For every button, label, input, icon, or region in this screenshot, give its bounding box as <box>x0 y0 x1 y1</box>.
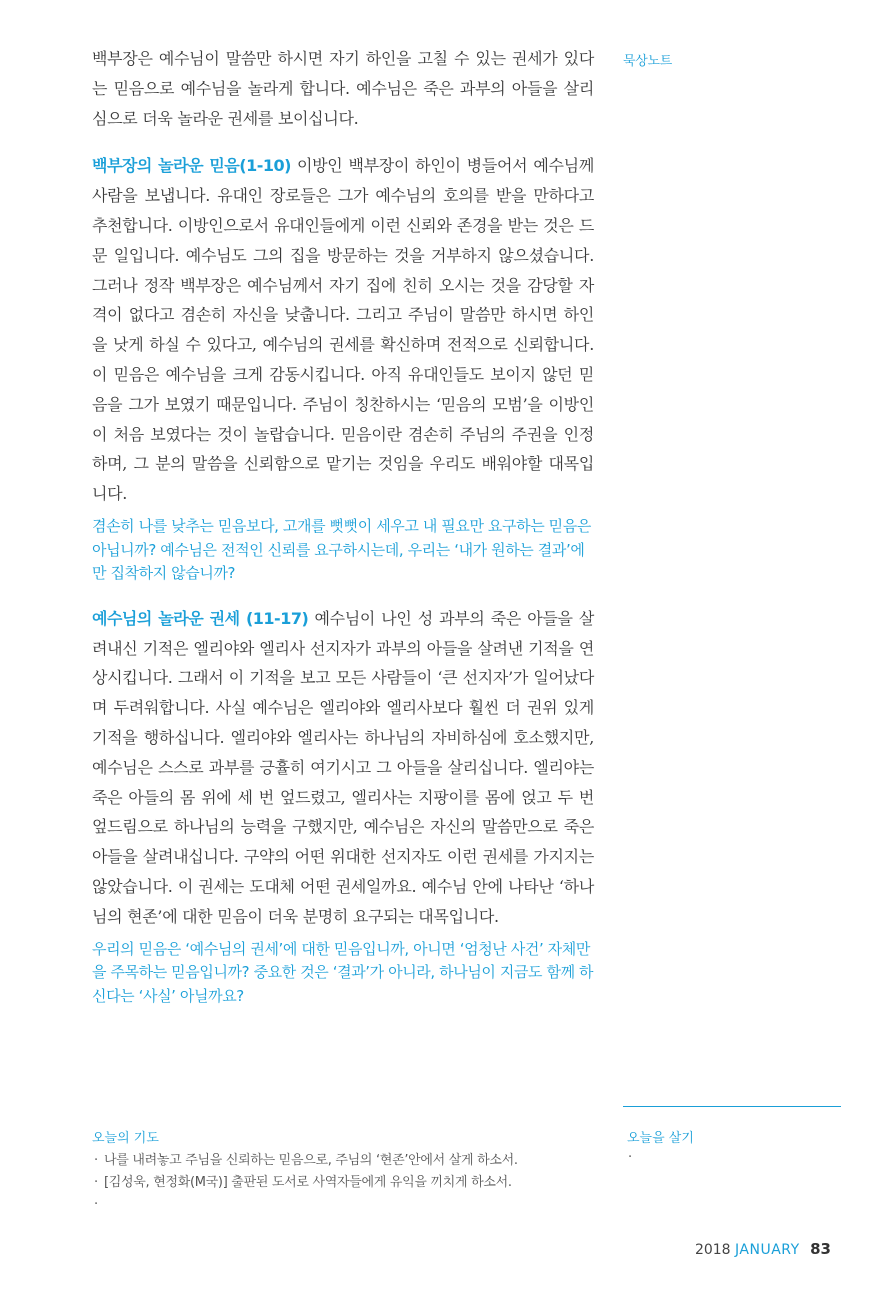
section2-reflection: 우리의 믿음은 ‘예수님의 권세’에 대한 믿음입니까, 아니면 ‘엄청난 사건’ 자체만을 주목하는 믿음입니까? 중요한 것은 ‘결과’가 아니라, 하나님이 지금도 함께 하신다는 ‘사실’ 아닐까요? <box>92 939 594 1005</box>
prayer-item-text: [김성욱, 현정화(M국)] 출판된 도서로 사역자들에게 유익을 끼치게 하소서. <box>104 1175 512 1190</box>
intro-paragraph: 백부장은 예수님이 말씀만 하시면 자기 하인을 고칠 수 있는 권세가 있다는 믿음으로 예수님을 놀라게 합니다. 예수님은 죽은 과부의 아들을 살리심으로 더욱 놀라운 권세를 보이십니다. <box>92 49 594 128</box>
page-footer <box>695 1240 831 1258</box>
section2-paragraph <box>92 604 594 932</box>
section1-paragraph <box>92 151 594 509</box>
section2-heading: 예수님의 놀라운 권세 (11-17) <box>92 608 309 628</box>
page-number: 83 <box>810 1240 831 1258</box>
footer-month: JANUARY <box>735 1242 800 1258</box>
section2-body: 예수님이 나인 성 과부의 죽은 아들을 살려내신 기적은 엘리야와 엘리사 선지자가 과부의 아들을 살려낸 기적을 연상시킵니다. 그래서 이 기적을 보고 모든 사람들이 ‘큰 선지자’가 일어났다며 두려워합니다. 사실 예수님은 엘리야와 엘리사보다 훨씬 더 권위 있게 기적을 행하십니다. 엘리야와 엘리사는 하나님의 자비하심에 호소했지만, 예수님은 스스로 과부를 긍휼히 여기시고 그 아들을 살리십니다. 엘리야는 죽은 아들의 몸 위에 세 번 엎드렸고, 엘리사는 지팡이를 몸에 얹고 두 번 엎드림으로 하나님의 능력을 구했지만, 예수님은 자신의 말씀만으로 죽은 아들을 살려내십니다. 구약의 어떤 위대한 선지자도 이런 권세를 가지지는 않았습니다. 이 권세는 도대체 어떤 권세일까요. 예수님 안에 나타난 ‘하나님의 현존’에 대한 믿음이 더욱 분명히 요구되는 대목입니다. <box>92 608 594 926</box>
prayer-item-text: 나를 내려놓고 주님을 신뢰하는 믿음으로, 주님의 ‘현존’안에서 살게 하소서. <box>104 1153 518 1168</box>
side-label-meditation-notes: 묵상노트 <box>623 54 673 69</box>
main-column <box>92 44 594 1008</box>
divider <box>623 1106 841 1107</box>
prayer-heading: 오늘의 기도 <box>92 1131 159 1146</box>
section1-heading: 백부장의 놀라운 믿음(1-10) <box>92 156 291 176</box>
live-today-heading: 오늘을 살기 <box>627 1131 694 1146</box>
prayer-list <box>92 1150 592 1216</box>
bullet-icon: · <box>94 1153 98 1168</box>
bullet-icon: · <box>94 1175 98 1190</box>
bullet-icon: · <box>628 1150 633 1165</box>
section1-reflection: 겸손히 나를 낮추는 믿음보다, 고개를 뻣뻣이 세우고 내 필요만 요구하는 믿음은 아닙니까? 예수님은 전적인 신뢰를 요구하시는데, 우리는 ‘내가 원하는 결과’에만 집착하지 않습니까? <box>92 516 591 583</box>
list-item <box>92 1194 592 1216</box>
list-item <box>92 1172 592 1194</box>
footer-year: 2018 <box>694 1242 731 1258</box>
section1-body: 이방인 백부장이 하인이 병들어서 예수님께 사람을 보냅니다. 유대인 장로들은 그가 예수님의 호의를 받을 만하다고 추천합니다. 이방인으로서 유대인들에게 이런 신뢰와 존경을 받는 것은 드문 일입니다. 예수님도 그의 집을 방문하는 것을 거부하지 않으셨습니다. 그러나 정작 백부장은 예수님께서 자기 집에 친히 오시는 것을 감당할 자격이 없다고 겸손히 자신을 낮춥니다. 그리고 주님이 말씀만 하시면 하인을 낫게 하실 수 있다고, 예수님의 권세를 확신하며 전적으로 신뢰합니다. 이 믿음은 예수님을 크게 감동시킵니다. 아직 유대인들도 보이지 않던 믿음을 그가 보였기 때문입니다. 주님이 칭찬하시는 ‘믿음의 모범’을 이방인이 처음 보였다는 것이 놀랍습니다. 믿음이란 겸손히 주님의 주권을 인정하며, 그 분의 말씀을 신뢰함으로 맡기는 것임을 우리도 배워야할 대목입니다. <box>92 156 594 504</box>
bullet-icon: · <box>94 1197 98 1212</box>
list-item <box>92 1150 592 1172</box>
